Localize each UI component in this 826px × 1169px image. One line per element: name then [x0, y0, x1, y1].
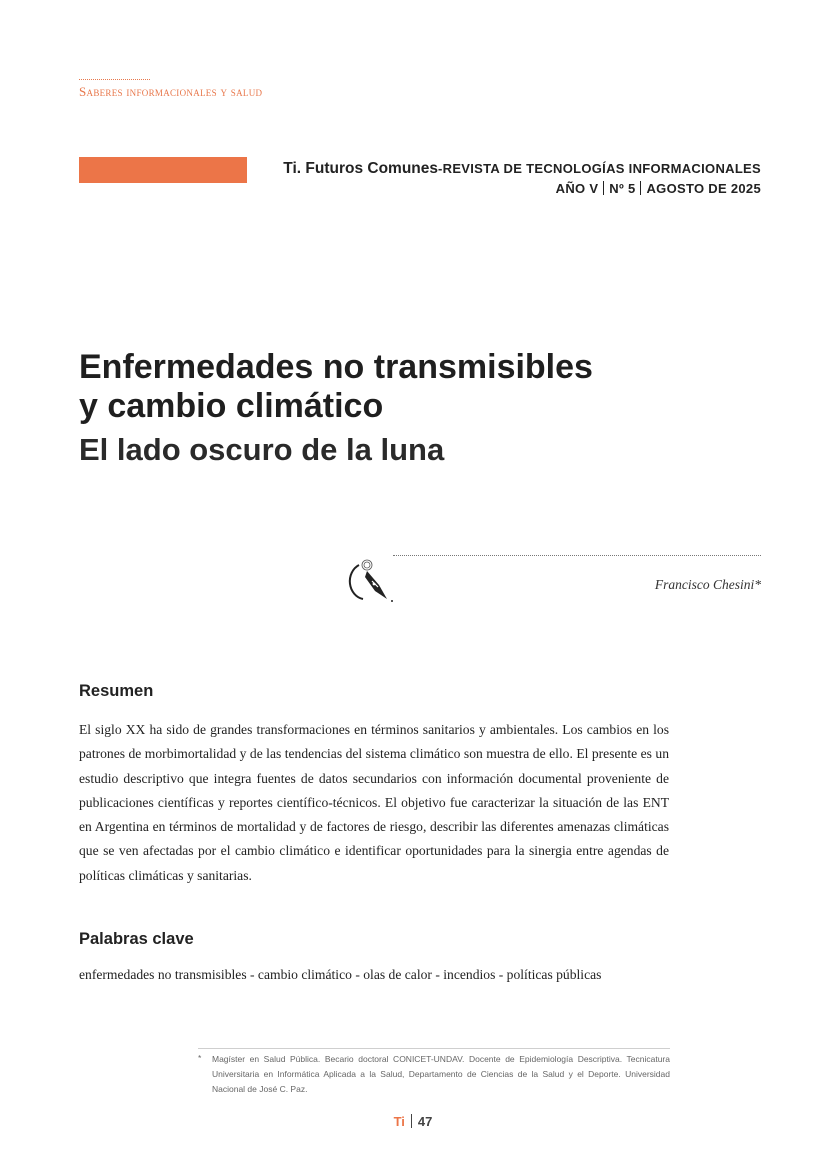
- title-line-2: y cambio climático: [79, 387, 384, 425]
- footnote-text: Magíster en Salud Pública. Becario doctoral CONICET-UNDAV. Docente de Epidemiología Descriptiva. Tecnicatura Universitaria en Informática Aplicada a la Salud, Departamento de Ciencias de la Salud y el Deporte. Universidad Nacional de José C. Paz.: [212, 1054, 670, 1094]
- section-label: Saberes informacionales y salud: [79, 84, 263, 99]
- author-name: Francisco Chesini*: [654, 577, 761, 592]
- journal-subtitle: -REVISTA DE TECNOLOGÍAS INFORMACIONALES: [438, 161, 761, 176]
- abstract-heading: Resumen: [79, 682, 154, 700]
- accent-bar: [79, 157, 247, 183]
- keywords-text: enfermedades no transmisibles - cambio climático - olas de calor - incendios - políticas públicas: [79, 967, 602, 982]
- journal-year: AÑO V: [555, 181, 599, 196]
- fountain-pen-icon: [345, 555, 395, 605]
- article-title: [79, 348, 719, 426]
- author-rule: [393, 555, 761, 556]
- page-number: 47: [417, 1114, 433, 1129]
- abstract-text: El siglo XX ha sido de grandes transformaciones en términos sanitarios y ambientales. Los cambios en los patrones de morbimortalidad y de las tendencias del sistema climático son muestra de ello. El presente es un estudio descriptivo que integra fuentes de datos secundarios con información documental proveniente de publicaciones científicas y reportes científico-técnicos. El objetivo fue caracterizar la situación de las ENT en Argentina en términos de mortalidad y de factores de riesgo, describir las diferentes amenazas climáticas que se ven afectadas por el cambio climático e identificar oportunidades para la sinergia entre agendas de políticas climáticas y sanitarias.: [79, 722, 669, 883]
- page-footer: [0, 1114, 826, 1129]
- journal-date: AGOSTO DE 2025: [646, 181, 761, 196]
- issue-separator: [603, 181, 604, 195]
- footnote-rule: [198, 1048, 670, 1049]
- section-rule: [79, 79, 150, 80]
- journal-title-line: [283, 160, 761, 178]
- footnote-mark: *: [198, 1053, 202, 1063]
- journal-header: [283, 160, 761, 196]
- footer-separator: [411, 1114, 412, 1128]
- journal-issue-line: [283, 181, 761, 196]
- journal-name: Ti. Futuros Comunes: [283, 160, 439, 177]
- journal-abbr: Ti: [393, 1114, 405, 1129]
- journal-number: Nº 5: [609, 181, 636, 196]
- article-subtitle: El lado oscuro de la luna: [79, 432, 445, 467]
- title-line-1: Enfermedades no transmisibles: [79, 348, 593, 386]
- keywords-heading: Palabras clave: [79, 930, 194, 948]
- issue-separator: [640, 181, 641, 195]
